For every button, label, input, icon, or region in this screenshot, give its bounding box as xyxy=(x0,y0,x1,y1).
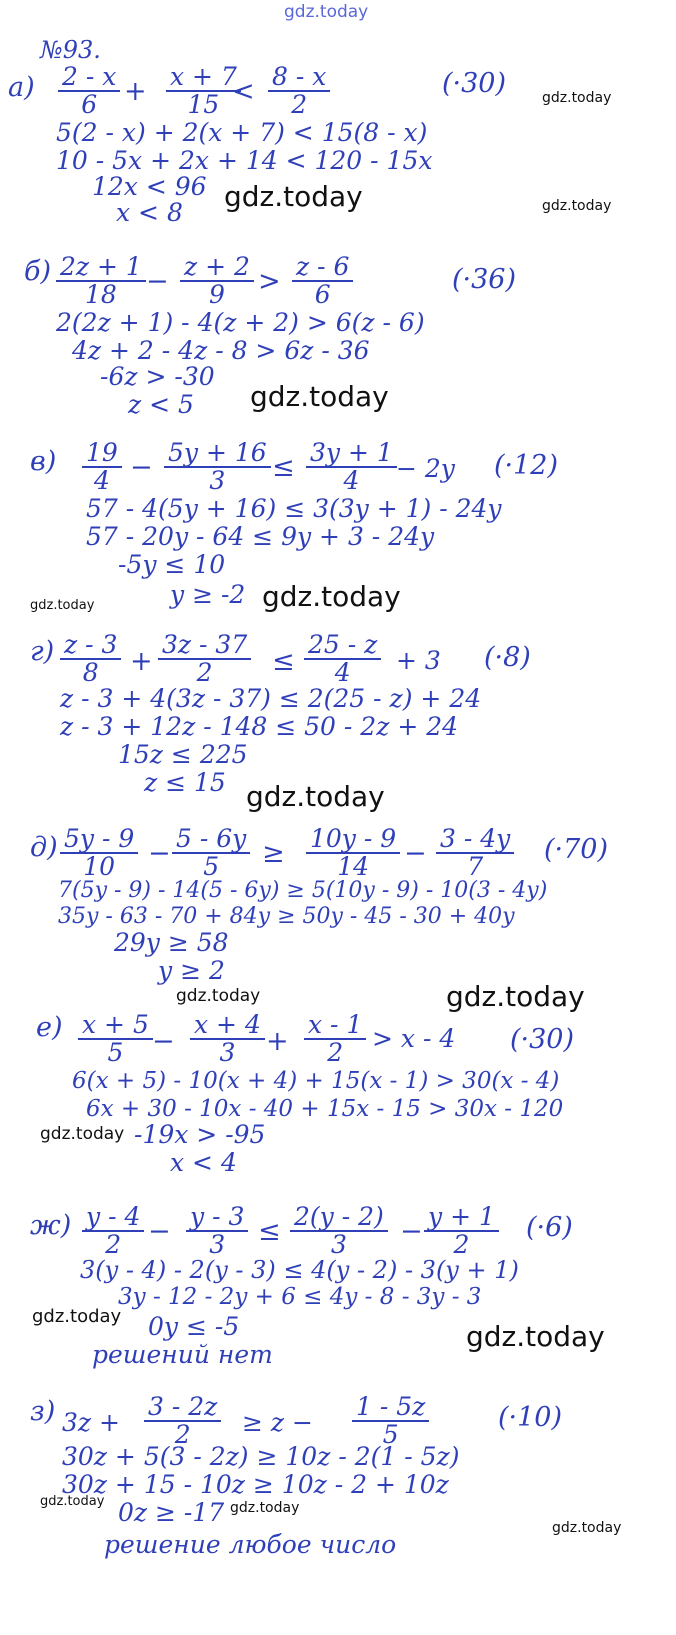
denominator: 18 xyxy=(85,280,117,310)
denominator: 3 xyxy=(209,466,226,496)
step-line-3: -6z > -30 xyxy=(100,362,215,391)
watermark: gdz.today xyxy=(224,180,363,213)
answer-line: x < 4 xyxy=(170,1148,237,1177)
denominator: 3 xyxy=(330,1230,347,1260)
denominator: 6 xyxy=(314,280,331,310)
denominator: 2 xyxy=(291,90,308,120)
fraction-1 xyxy=(60,826,138,881)
watermark: gdz.today xyxy=(466,1320,605,1353)
section-label-zh: ж) xyxy=(30,1210,72,1241)
watermark: gdz.today xyxy=(262,580,401,613)
fraction-2 xyxy=(172,826,250,881)
watermark: gdz.today xyxy=(230,1500,300,1516)
section-label-d: д) xyxy=(30,832,58,863)
operator: ≥ z − xyxy=(242,1408,313,1437)
watermark-top: gdz.today xyxy=(284,2,369,22)
expression-tail: > x - 4 xyxy=(372,1024,456,1053)
denominator: 2 xyxy=(196,658,213,688)
operator: − xyxy=(130,452,153,483)
denominator: 5 xyxy=(203,852,220,882)
denominator: 15 xyxy=(187,90,220,120)
answer-line: z ≤ 15 xyxy=(144,768,226,797)
operator: − xyxy=(404,838,427,869)
denominator: 5 xyxy=(382,1420,399,1450)
operator: − xyxy=(148,1216,171,1247)
step-line-3: 15z ≤ 225 xyxy=(118,740,248,769)
step-line-2: 4z + 2 - 4z - 8 > 6z - 36 xyxy=(72,336,370,365)
multiplier: (·70) xyxy=(544,834,609,865)
section-label-z: з) xyxy=(30,1396,56,1427)
fraction-1 xyxy=(56,254,146,309)
step-line-2: 30z + 15 - 10z ≥ 10z - 2 + 10z xyxy=(62,1470,449,1499)
section-label-e: е) xyxy=(36,1012,63,1043)
numerator: 8 - x xyxy=(268,64,330,92)
denominator: 2 xyxy=(327,1038,344,1068)
operator: − xyxy=(146,266,169,297)
section-label-b: б) xyxy=(24,256,52,287)
section-label-a: а) xyxy=(8,72,35,103)
answer-line: решений нет xyxy=(92,1340,273,1369)
numerator: y + 1 xyxy=(424,1204,499,1232)
step-line-1: z - 3 + 4(3z - 37) ≤ 2(25 - z) + 24 xyxy=(60,684,482,713)
operator: + xyxy=(130,646,153,677)
numerator: 3y + 1 xyxy=(306,440,397,468)
multiplier: (·6) xyxy=(526,1212,573,1243)
numerator: 3 - 4y xyxy=(436,826,514,854)
multiplier: (·12) xyxy=(494,450,559,481)
fraction-4 xyxy=(436,826,514,881)
step-line-2: 35y - 63 - 70 + 84y ≥ 50y - 45 - 30 + 40y xyxy=(58,904,515,929)
operator: − xyxy=(152,1026,175,1057)
denominator: 14 xyxy=(337,852,369,882)
watermark: gdz.today xyxy=(40,1124,125,1144)
denominator: 10 xyxy=(83,852,116,882)
watermark: gdz.today xyxy=(246,780,385,813)
numerator: 2 - x xyxy=(58,64,120,92)
watermark: gdz.today xyxy=(30,598,95,613)
fraction-4 xyxy=(424,1204,499,1259)
step-line-1: 3(y - 4) - 2(y - 3) ≤ 4(y - 2) - 3(y + 1) xyxy=(80,1256,519,1284)
fraction-2 xyxy=(158,632,251,687)
answer-line: решение любое число xyxy=(104,1530,397,1559)
numerator: z - 6 xyxy=(292,254,353,282)
denominator: 4 xyxy=(343,466,360,496)
operator: − xyxy=(400,1216,423,1247)
denominator: 6 xyxy=(81,90,98,120)
operator: + xyxy=(266,1026,289,1057)
expression-tail: + 3 xyxy=(396,646,441,675)
fraction-3 xyxy=(306,826,400,881)
fraction-3 xyxy=(292,254,353,309)
numerator: 2z + 1 xyxy=(56,254,146,282)
fraction-3 xyxy=(306,440,397,495)
fraction-3 xyxy=(304,632,381,687)
watermark: gdz.today xyxy=(542,90,612,106)
fraction-2 xyxy=(166,64,241,119)
fraction-3 xyxy=(268,64,330,119)
answer-line: y ≥ 2 xyxy=(158,956,225,985)
numerator: x + 7 xyxy=(166,64,241,92)
numerator: 19 xyxy=(82,440,122,468)
step-line-1: 57 - 4(5y + 16) ≤ 3(3y + 1) - 24y xyxy=(86,494,502,523)
answer-line: x < 8 xyxy=(116,198,183,227)
step-line-1: 5(2 - x) + 2(x + 7) < 15(8 - x) xyxy=(56,118,428,147)
step-line-1: 6(x + 5) - 10(x + 4) + 15(x - 1) > 30(x - 4) xyxy=(72,1068,560,1094)
numerator: z - 3 xyxy=(60,632,121,660)
denominator: 5 xyxy=(107,1038,124,1068)
watermark: gdz.today xyxy=(32,1306,122,1327)
fraction-1 xyxy=(144,1394,221,1449)
fraction-2 xyxy=(180,254,254,309)
step-line-2: 3y - 12 - 2y + 6 ≤ 4y - 8 - 3y - 3 xyxy=(118,1284,482,1310)
numerator: 25 - z xyxy=(304,632,381,660)
fraction-1 xyxy=(82,1204,144,1259)
numerator: 3 - 2z xyxy=(144,1394,221,1422)
numerator: 1 - 5z xyxy=(352,1394,429,1422)
denominator: 9 xyxy=(209,280,225,310)
numerator: 10y - 9 xyxy=(306,826,400,854)
denominator: 3 xyxy=(219,1038,236,1068)
multiplier: (·8) xyxy=(484,642,531,673)
watermark: gdz.today xyxy=(250,380,389,413)
operator: ≤ xyxy=(272,646,295,677)
operator: ≥ xyxy=(262,838,285,869)
step-line-2: z - 3 + 12z - 148 ≤ 50 - 2z + 24 xyxy=(60,712,459,741)
fraction-2 xyxy=(186,1204,248,1259)
operator: ≤ xyxy=(258,1216,281,1247)
fraction-3 xyxy=(290,1204,388,1259)
numerator: 5y - 9 xyxy=(60,826,138,854)
denominator: 7 xyxy=(467,852,484,882)
fraction-1 xyxy=(82,440,122,495)
numerator: 2(y - 2) xyxy=(290,1204,388,1232)
numerator: 3z - 37 xyxy=(158,632,251,660)
numerator: z + 2 xyxy=(180,254,254,282)
step-line-3: -19x > -95 xyxy=(134,1120,266,1149)
operator: + xyxy=(124,76,147,107)
numerator: y - 4 xyxy=(82,1204,144,1232)
step-line-1: 30z + 5(3 - 2z) ≥ 10z - 2(1 - 5z) xyxy=(62,1442,460,1471)
fraction-1 xyxy=(78,1012,153,1067)
step-line-3: -5y ≤ 10 xyxy=(118,550,226,579)
step-line-3: 0z ≥ -17 xyxy=(118,1498,225,1527)
step-line-2: 10 - 5x + 2x + 14 < 120 - 15x xyxy=(56,146,433,175)
denominator: 2 xyxy=(174,1420,191,1450)
numerator: 5y + 16 xyxy=(164,440,271,468)
fraction-3 xyxy=(304,1012,366,1067)
section-label-g: г) xyxy=(30,636,55,667)
numerator: x + 5 xyxy=(78,1012,153,1040)
denominator: 2 xyxy=(105,1230,122,1260)
watermark: gdz.today xyxy=(542,198,612,214)
multiplier: (·30) xyxy=(442,68,507,99)
step-line-3: 29y ≥ 58 xyxy=(114,928,229,957)
answer-line: z < 5 xyxy=(128,390,194,419)
numerator: x - 1 xyxy=(304,1012,366,1040)
step-line-1: 7(5y - 9) - 14(5 - 6y) ≥ 5(10y - 9) - 10(3 - 4y) xyxy=(58,878,548,903)
denominator: 3 xyxy=(209,1230,226,1260)
fraction-1 xyxy=(58,64,120,119)
numerator: 5 - 6y xyxy=(172,826,250,854)
denominator: 8 xyxy=(82,658,99,688)
fraction-2 xyxy=(352,1394,429,1449)
section-label-v: в) xyxy=(30,446,57,477)
multiplier: (·36) xyxy=(452,264,517,295)
answer-line: y ≥ -2 xyxy=(170,580,246,609)
multiplier: (·10) xyxy=(498,1402,563,1433)
denominator: 4 xyxy=(334,658,351,688)
fraction-2 xyxy=(190,1012,265,1067)
multiplier: (·30) xyxy=(510,1024,575,1055)
watermark: gdz.today xyxy=(552,1520,622,1536)
expression-lead: 3z + xyxy=(62,1408,120,1437)
step-line-2: 6x + 30 - 10x - 40 + 15x - 15 > 30x - 120 xyxy=(86,1096,564,1122)
step-line-3: 0y ≤ -5 xyxy=(148,1312,240,1341)
problem-number: №93. xyxy=(40,36,101,64)
fraction-2 xyxy=(164,440,271,495)
denominator: 2 xyxy=(453,1230,470,1260)
denominator: 4 xyxy=(93,466,110,496)
step-line-2: 57 - 20y - 64 ≤ 9y + 3 - 24y xyxy=(86,522,435,551)
numerator: y - 3 xyxy=(186,1204,248,1232)
fraction-1 xyxy=(60,632,121,687)
watermark: gdz.today xyxy=(176,986,261,1006)
step-line-3: 12x < 96 xyxy=(92,172,207,201)
operator: > xyxy=(258,266,281,297)
watermark: gdz.today xyxy=(40,1494,105,1509)
watermark: gdz.today xyxy=(446,980,585,1013)
step-line-1: 2(2z + 1) - 4(z + 2) > 6(z - 6) xyxy=(56,308,425,337)
expression-tail: − 2y xyxy=(396,454,455,483)
operator: ≤ xyxy=(272,452,295,483)
operator: < xyxy=(232,76,255,107)
numerator: x + 4 xyxy=(190,1012,265,1040)
operator: − xyxy=(148,838,171,869)
